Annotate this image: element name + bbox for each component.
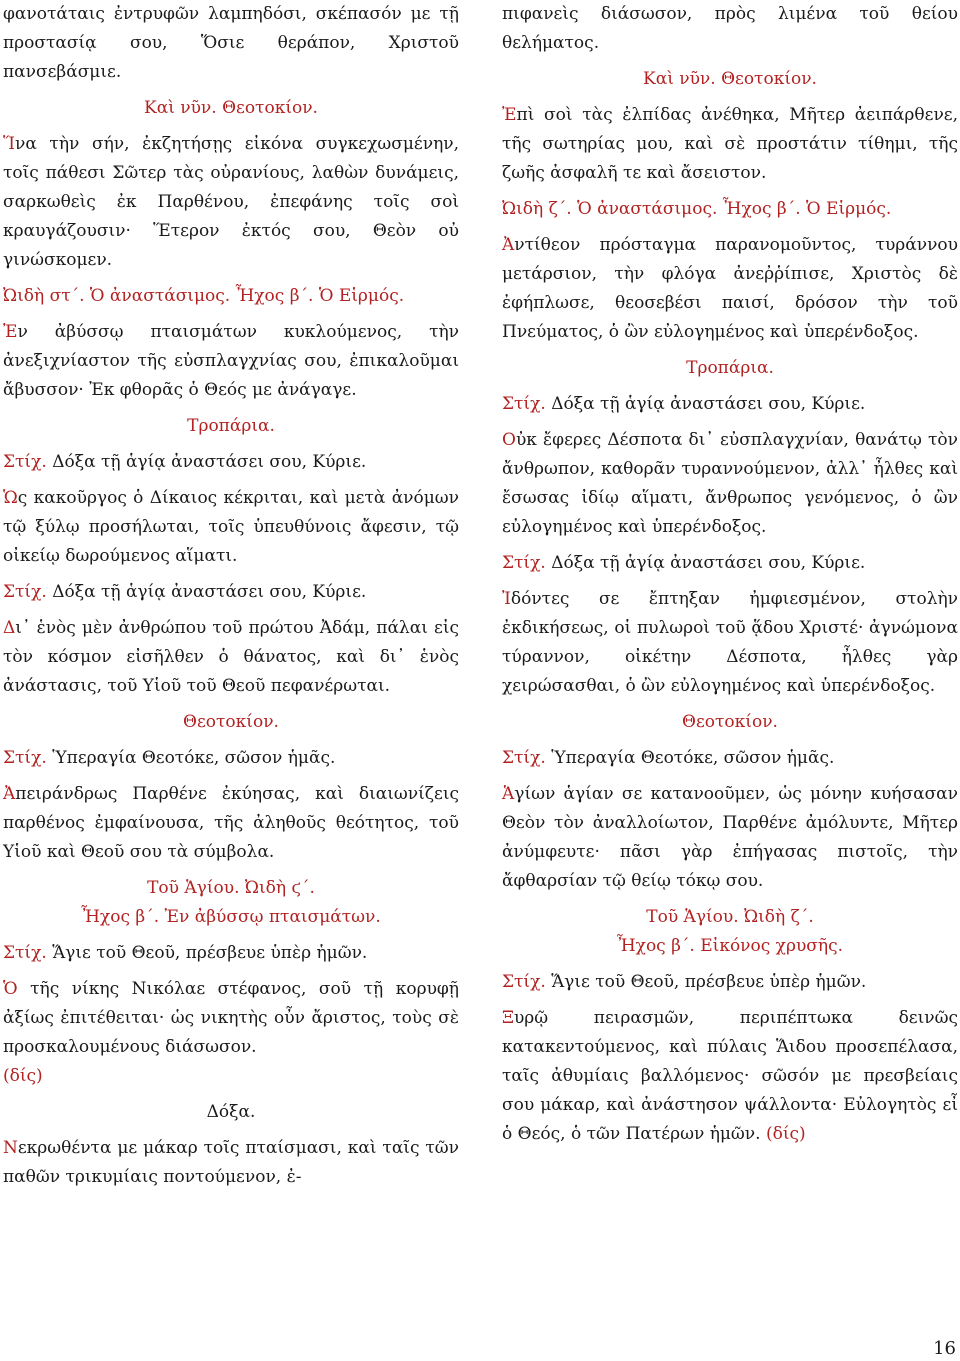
dis-marker: (δίς) <box>765 1124 806 1144</box>
left-column <box>3 0 459 1199</box>
stich-text: Δόξα τῇ ἁγίᾳ ἀναστάσει σου, Κύριε. <box>52 582 367 602</box>
right-paragraph-5 <box>502 585 958 701</box>
right-stich-3 <box>502 744 958 773</box>
right-saint-ode-line-1: Τοῦ Ἁγίου. Ὠιδὴ ζ΄. <box>646 907 814 927</box>
right-kai-nyn-heading: Καὶ νῦν. Θεοτοκίον. <box>643 69 817 89</box>
drop-initial: Ν <box>3 1138 18 1158</box>
right-stich-2 <box>502 549 958 578</box>
stich-text: Ὑπεραγία Θεοτόκε, σῶσον ἡμᾶς. <box>52 748 336 768</box>
page-number: 16 <box>933 1338 956 1359</box>
left-theotokion-heading: Θεοτοκίον. <box>183 712 279 732</box>
drop-initial: Ἵ <box>3 134 15 154</box>
left-paragraph-1 <box>3 0 459 87</box>
left-p6-text: πειράνδρως Παρθένε ἐκύησας, καὶ διαιωνίζεις παρθένος ἐμφαίνουσα, τῆς ἀληθοῦς θεότητος, τοῦ Υἱοῦ καὶ Θεοῦ σου τὰ σύμβολα. <box>3 784 459 862</box>
left-p5-text: ι᾽ ἑνὸς μὲν ἀνθρώπου τοῦ πρώτου Ἀδάμ, πάλαι εἰς τὸν κόσμον εἰσῆλθεν ὁ θάνατος, καὶ δι᾽ ἑνὸς ἀνάστασις, τοῦ Υἱοῦ τοῦ Θεοῦ πεφανέρωται. <box>3 618 459 696</box>
left-stich-3 <box>3 744 459 773</box>
dis-marker: (δίς) <box>3 1066 43 1086</box>
drop-initial: Ὁ <box>3 979 18 999</box>
stich-text: Ἅγιε τοῦ Θεοῦ, πρέσβευε ὑπὲρ ἡμῶν. <box>52 943 368 963</box>
drop-initial: Ὡ <box>3 488 18 508</box>
stich-label: Στίχ. <box>3 943 47 963</box>
drop-initial: Ἐ <box>3 322 18 342</box>
right-paragraph-7 <box>502 1004 958 1149</box>
stich-text: Ἅγιε τοῦ Θεοῦ, πρέσβευε ὑπὲρ ἡμῶν. <box>551 972 867 992</box>
right-p1-text: πιφανεὶς διάσωσον, πρὸς λιμένα τοῦ θείου θελήματος. <box>502 4 958 53</box>
left-doxa-heading: Δόξα. <box>206 1102 256 1122</box>
left-kai-nyn-heading: Καὶ νῦν. Θεοτοκίον. <box>144 98 318 118</box>
left-p3-text: ν ἀβύσσῳ πταισμάτων κυκλούμενος, τὴν ἀνεξιχνίαστον τῆς εὐσπλαγχνίας σου, ἐπικαλοῦμαι ἄβυσσον· Ἐκ φθορᾶς ὁ Θεός με ἀνάγαγε. <box>3 322 459 400</box>
left-paragraph-6 <box>3 780 459 867</box>
right-saint-ode-line-2: Ἦχος β΄. Εἰκόνος χρυσῆς. <box>616 936 844 956</box>
left-paragraph-2 <box>3 130 459 275</box>
stich-text: Δόξα τῇ ἁγίᾳ ἀναστάσει σου, Κύριε. <box>551 394 866 414</box>
left-p2-text: να τὴν σήν, ἐκζητήσῃς εἰκόνα συγκεχωσμένην, τοῖς πάθεσι Σῶτερ τὰς οὐρανίους, λαθὼν δυνάμεις, σαρκωθεὶς ἐκ Παρθένου, ἐπεφάνης τοῖς σοὶ κραυγάζουσιν· Ἕτερον ἐκτός σου, Θεὸν οὐ γινώσκομεν. <box>3 134 459 270</box>
right-theotokion-heading: Θεοτοκίον. <box>682 712 778 732</box>
stich-label: Στίχ. <box>3 582 47 602</box>
left-paragraph-8 <box>3 1134 459 1192</box>
right-troparia-heading: Τροπάρια. <box>686 358 774 378</box>
right-paragraph-3 <box>502 231 958 347</box>
right-paragraph-4 <box>502 426 958 542</box>
drop-initial: Ἀ <box>3 784 16 804</box>
left-paragraph-4 <box>3 484 459 571</box>
right-paragraph-2 <box>502 101 958 188</box>
drop-initial: Ἰ <box>502 589 511 609</box>
right-p4-text: ὐκ ἔφερες Δέσποτα δι᾽ εὐσπλαγχνίαν, θανάτῳ τὸν ἄνθρωπον, καθορᾶν τυραννούμενον, ἀλλ᾽ ἦλθες καὶ ἔσωσας ἰδίῳ αἵματι, ἄνθρωπος γενόμενος, ὁ ὢν εὐλογημένος καὶ ὑπερένδοξος. <box>502 430 958 537</box>
right-column <box>502 0 958 1156</box>
left-troparia-heading: Τροπάρια. <box>187 416 275 436</box>
stich-text: Δόξα τῇ ἁγίᾳ ἀναστάσει σου, Κύριε. <box>551 553 866 573</box>
left-paragraph-5 <box>3 614 459 701</box>
stich-text: Δόξα τῇ ἁγίᾳ ἀναστάσει σου, Κύριε. <box>52 452 367 472</box>
right-p6-text: γίων ἁγίαν σε κατανοοῦμεν, ὡς μόνην κυήσασαν Θεὸν τὸν ἀναλλοίωτον, Παρθένε ἀμόλυντε, Μῆτερ ἀνύμφευτε· πᾶσι γὰρ ἐπήγασας πιστοῖς, τὴν ἄφθαρσίαν τῷ θείῳ τόκῳ σου. <box>502 784 958 891</box>
right-ode-heading: Ὠιδὴ ζ΄. Ὁ ἀναστάσιμος. Ἦχος β΄. Ὁ Εἱρμός. <box>502 199 892 219</box>
left-saint-ode-line-2: Ἦχος β΄. Ἐν ἀβύσσῳ πταισμάτων. <box>81 907 381 927</box>
left-p4-text: ς κακοῦργος ὁ Δίκαιος κέκριται, καὶ μετὰ ἀνόμων τῷ ξύλῳ προσήλωται, τοῖς ὑπευθύνοις ἄφεσιν, τῷ οἰκείῳ δωρούμενος αἵματι. <box>3 488 459 566</box>
stich-label: Στίχ. <box>3 452 47 472</box>
drop-initial: Ἐ <box>502 105 517 125</box>
right-p2-text: πὶ σοὶ τὰς ἐλπίδας ἀνέθηκα, Μῆτερ ἀειπάρθενε, τῆς σωτηρίας μου, καὶ σὲ προστάτιν τίθημι, τῆς ζωῆς ἀσφαλῆ τε καὶ ἄσειστον. <box>502 105 958 183</box>
right-stich-4 <box>502 968 958 997</box>
right-paragraph-6 <box>502 780 958 896</box>
left-stich-1 <box>3 448 459 477</box>
left-saint-ode-line-1: Τοῦ Ἁγίου. Ὠιδὴ ϛ΄. <box>147 878 315 898</box>
right-p7-text: υρῷ πειρασμῶν, περιπέπτωκα δεινῶς κατακεντούμενος, καὶ πύλαις Ἅιδου προσεπέλασα, ταῖς ἀθυμίαις βαλλόμενος· σῶσόν με πρεσβείαις σου μάκαρ, καὶ ἀνάστησον ψάλλοντα· Εὐλογητὸς εἶ ὁ Θεός, ὁ τῶν Πατέρων ἡμῶν. <box>502 1008 958 1144</box>
drop-initial: Ἀ <box>502 235 515 255</box>
right-p5-text: δόντες σε ἔπτηξαν ἠμφιεσμένον, στολὴν ἐκδικήσεως, οἱ πυλωροὶ τοῦ ᾅδου Χριστέ· ἀγνώμονα τύραννον, οἰκέτην Δέσποτα, ἦλθες γὰρ χειρώσασθαι, ὁ ὢν εὐλογημένος καὶ ὑπερένδοξος. <box>502 589 958 696</box>
right-paragraph-1 <box>502 0 958 58</box>
drop-initial: Ἁ <box>502 784 515 804</box>
left-stich-4 <box>3 939 459 968</box>
stich-label: Στίχ. <box>3 748 47 768</box>
left-stich-2 <box>3 578 459 607</box>
left-paragraph-3 <box>3 318 459 405</box>
left-p7-text: τῆς νίκης Νικόλαε στέφανος, σοῦ τῇ κορυφῇ ἀξίως ἐπιτέθειται· ὡς νικητὴς οὖν ἄριστος, τοὺς σὲ προσκαλουμένους διάσωσον. <box>3 979 459 1057</box>
drop-initial: Δ <box>3 618 16 638</box>
stich-label: Στίχ. <box>502 553 546 573</box>
drop-initial: Ξ <box>502 1008 514 1028</box>
left-p1-text: φανοτάταις ἐντρυφῶν λαμπηδόσι, σκέπασόν με τῇ προστασίᾳ σου, Ὅσιε θεράπον, Χριστοῦ πανσεβάσμιε. <box>3 4 459 82</box>
left-p8-text: εκρωθέντα με μάκαρ τοῖς πταίσμασι, καὶ ταῖς τῶν παθῶν τρικυμίαις ποντούμενον, ἐ- <box>3 1138 459 1187</box>
left-paragraph-7 <box>3 975 459 1091</box>
stich-label: Στίχ. <box>502 972 546 992</box>
drop-initial: Ο <box>502 430 516 450</box>
right-stich-1 <box>502 390 958 419</box>
right-p3-text: ντίθεον πρόσταγμα παρανομοῦντος, τυράννου μετάρσιον, τὴν φλόγα ἀνεῤῥίπισε, Χριστὸς δὲ ἐφήπλωσε, θεοσεβέσι παισί, δρόσον τὴν τοῦ Πνεύματος, ὁ ὢν εὐλογημένος καὶ ὑπερένδοξος. <box>502 235 958 342</box>
stich-label: Στίχ. <box>502 394 546 414</box>
left-ode-heading: Ὠιδὴ στ΄. Ὁ ἀναστάσιμος. Ἦχος β΄. Ὁ Εἱρμός. <box>3 286 405 306</box>
stich-text: Ὑπεραγία Θεοτόκε, σῶσον ἡμᾶς. <box>551 748 835 768</box>
stich-label: Στίχ. <box>502 748 546 768</box>
